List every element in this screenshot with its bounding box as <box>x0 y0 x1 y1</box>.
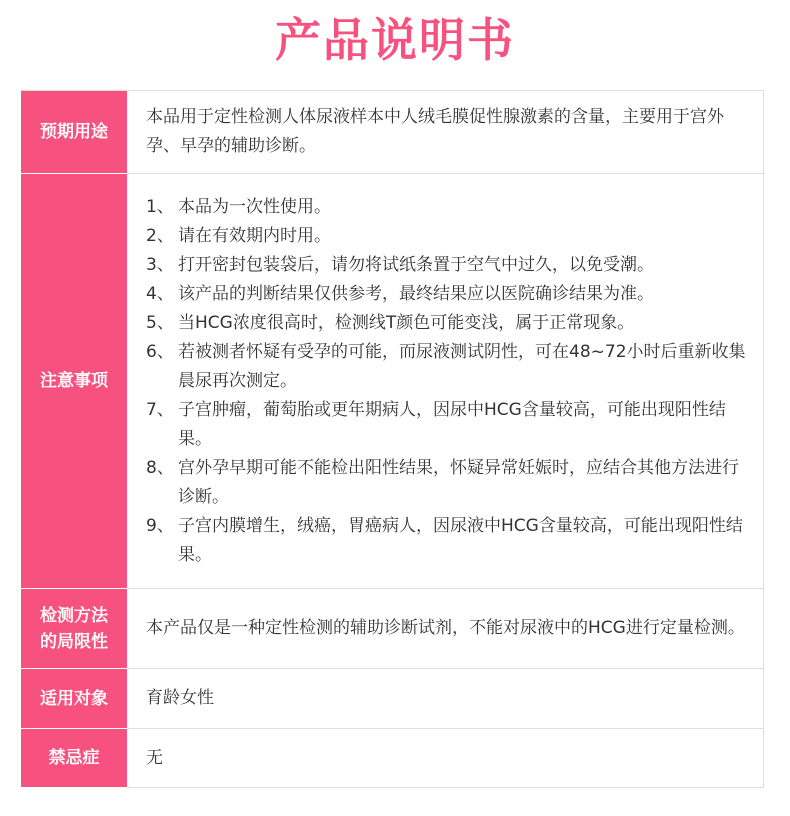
row-limitations <box>21 589 763 669</box>
list-item <box>146 251 747 280</box>
item-number: 9、 <box>146 515 174 536</box>
instructions-table <box>21 90 764 788</box>
item-text: 本品为一次性使用。 <box>178 196 331 217</box>
row-target-users <box>21 669 763 729</box>
item-number: 8、 <box>146 457 174 478</box>
row-precautions <box>21 174 763 589</box>
label-text: 检测方法的局限性 <box>40 605 108 652</box>
row-text: 本产品仅是一种定性检测的辅助诊断试剂，不能对尿液中的HCG进行定量检测。 <box>146 618 745 638</box>
row-label: 预期用途 <box>21 91 127 174</box>
list-item <box>146 454 747 512</box>
row-label: 注意事项 <box>21 174 127 589</box>
list-item <box>146 338 747 396</box>
row-contraindications <box>21 729 763 788</box>
item-text: 该产品的判断结果仅供参考，最终结果应以医院确诊结果为准。 <box>178 283 654 304</box>
item-text: 宫外孕早期可能不能检出阳性结果，怀疑异常妊娠时，应结合其他方法进行诊断。 <box>178 457 739 507</box>
item-text: 子宫内膜增生，绒癌，胃癌病人，因尿液中HCG含量较高，可能出现阳性结果。 <box>178 515 743 565</box>
row-label <box>21 589 127 669</box>
row-label: 适用对象 <box>21 669 127 729</box>
item-text: 打开密封包装袋后，请勿将试纸条置于空气中过久，以免受潮。 <box>178 254 654 275</box>
list-item <box>146 309 747 338</box>
item-text: 请在有效期内时用。 <box>178 225 331 246</box>
item-text: 子宫肿瘤，葡萄胎或更年期病人，因尿中HCG含量较高，可能出现阳性结果。 <box>178 399 726 449</box>
list-item <box>146 396 747 454</box>
row-text: 育龄女性 <box>146 688 214 708</box>
list-item <box>146 193 747 222</box>
list-item <box>146 512 747 570</box>
item-number: 3、 <box>146 254 174 275</box>
item-number: 4、 <box>146 283 174 304</box>
item-number: 7、 <box>146 399 174 420</box>
list-item <box>146 222 747 251</box>
item-number: 6、 <box>146 341 174 362</box>
item-number: 5、 <box>146 312 174 333</box>
row-text: 无 <box>146 747 163 768</box>
list-item <box>146 280 747 309</box>
row-label: 禁忌症 <box>21 729 127 788</box>
page-title: 产品说明书 <box>275 13 515 67</box>
item-number: 2、 <box>146 225 174 246</box>
item-text: 若被测者怀疑有受孕的可能，而尿液测试阴性，可在48~72小时后重新收集晨尿再次测定。 <box>178 341 746 391</box>
row-text: 本品用于定性检测人体尿液样本中人绒毛膜促性腺激素的含量，主要用于宫外孕、早孕的辅助诊断。 <box>146 107 724 156</box>
item-number: 1、 <box>146 196 174 217</box>
row-intended-use <box>21 91 763 174</box>
item-text: 当HCG浓度很高时，检测线T颜色可能变浅，属于正常现象。 <box>178 312 635 333</box>
